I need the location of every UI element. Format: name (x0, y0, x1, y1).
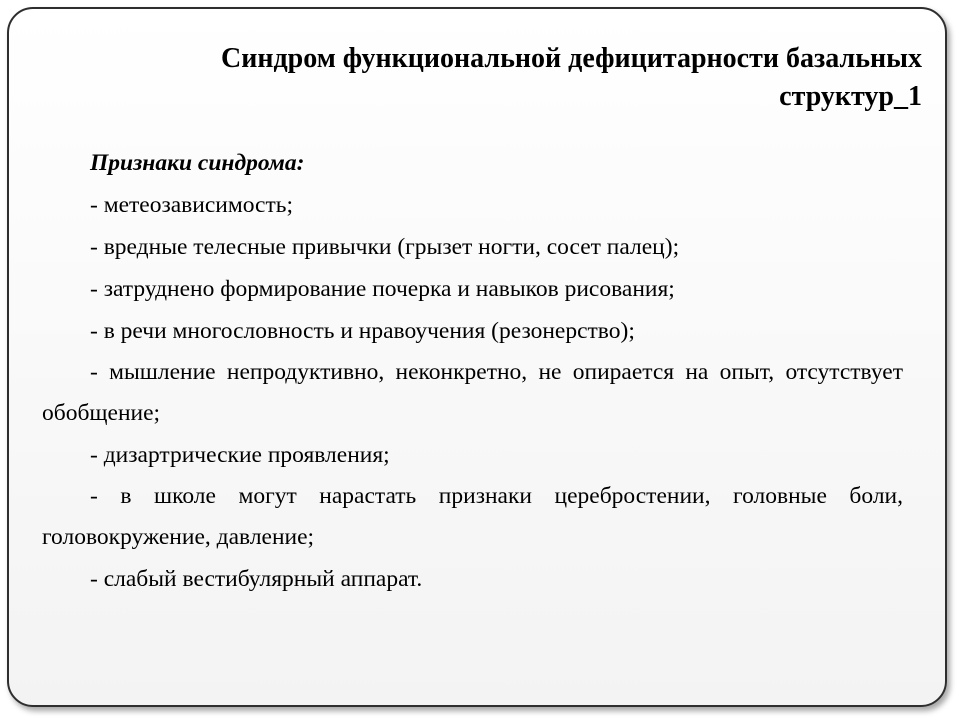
list-item: - мышление непродуктивно, неконкретно, не опирается на опыт, отсутствует обобщение; (42, 359, 903, 426)
syndrome-signs-heading: Признаки синдрома: (90, 150, 305, 176)
list-item: - вредные телесные привычки (грызет ногти, сосет палец); (90, 234, 680, 260)
list-item: - слабый вестибулярный аппарат. (90, 566, 423, 592)
list-item: - в речи многословность и нравоучения (резонерство); (90, 318, 635, 344)
slide-title (102, 40, 922, 116)
slide-body (42, 142, 903, 600)
list-item: - затруднено формирование почерка и навыков рисования; (90, 276, 675, 302)
list-item: - в школе могут нарастать признаки церебростении, головные боли, головокружение, давление; (42, 483, 903, 550)
slide-title-line-2: структур_1 (779, 81, 922, 112)
list-item: - дизартрические проявления; (90, 442, 390, 468)
list-item: - метеозависимость; (90, 192, 293, 218)
syndrome-signs-list (42, 184, 903, 600)
slide-title-line-1: Синдром функциональной дефицитарности базальных (221, 43, 922, 74)
